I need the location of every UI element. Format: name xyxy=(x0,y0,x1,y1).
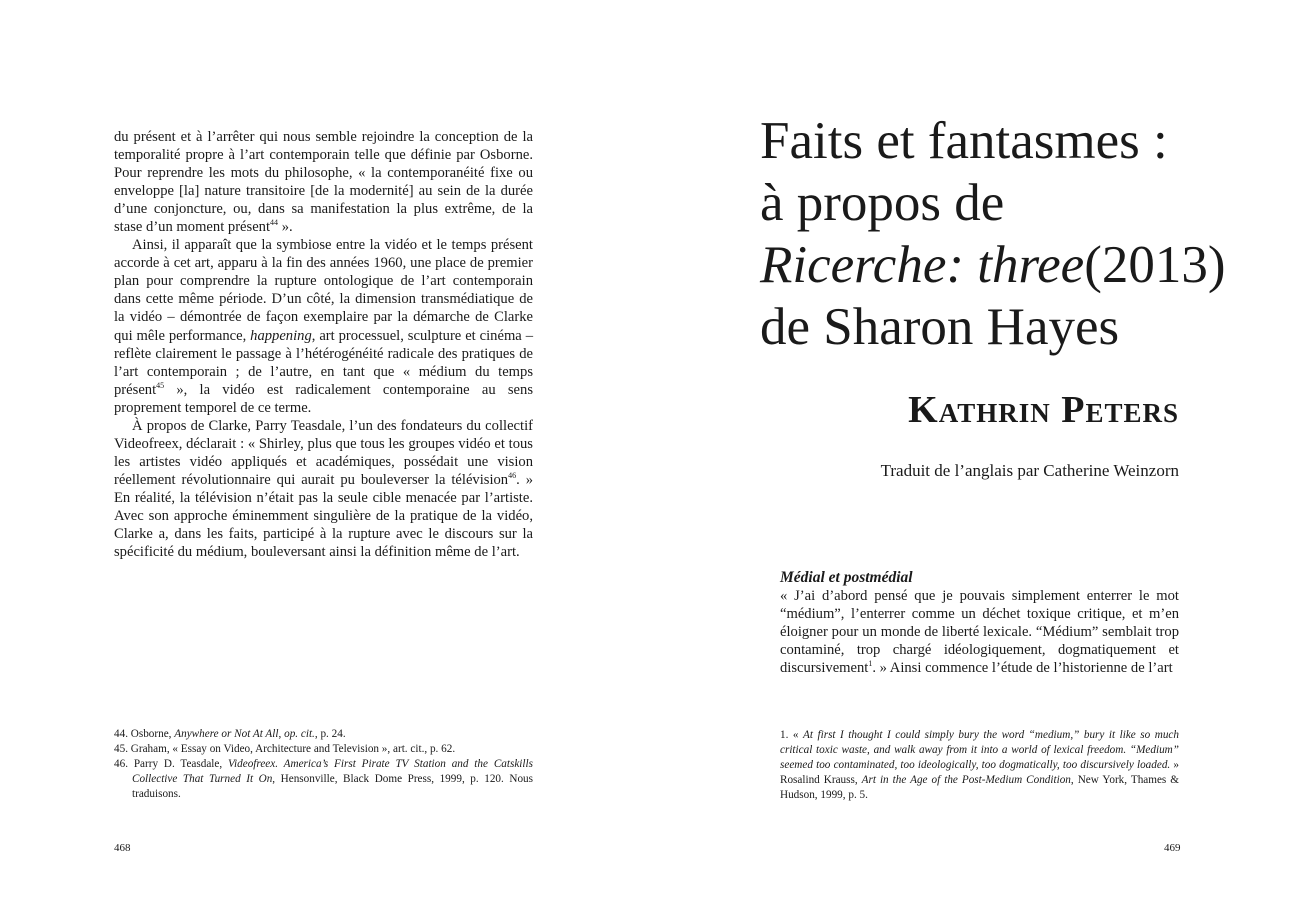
left-body-text xyxy=(114,128,533,561)
footnote: 1. « At first I thought I could simply bury the word “medium,” bury it like so much critical toxic waste, and walk away from it into a world of lexical freedom. “Medium” seemed too contaminated, too ideologically, too dogmatically, too discursively loaded. » Rosalind Krauss, Art in the Age of the Post-Medium Condition, New York, Thames & Hudson, 1999, p. 5. xyxy=(780,729,1180,801)
body-paragraph: du présent et à l’arrêter qui nous semble rejoindre la conception de la temporalité propre à l’art contemporain telle que définie par Osborne. Pour reprendre les mots du philosophe, « la contemporanéité fixe ou enveloppe [la] nature transitoire [de la modernité] au sein de la durée d’une conjoncture, ou, dans sa manifestation la plus extrême, de la stase d’un moment présent$^{44}$ ». xyxy=(114,129,533,236)
article-title xyxy=(760,110,1226,358)
footnote-ref[interactable]: 44 xyxy=(270,218,279,228)
left-footnotes xyxy=(114,727,533,802)
footnote-ref[interactable]: 46 xyxy=(508,471,517,481)
body-paragraph: À propos de Clarke, Parry Teasdale, l’un des fondateurs du collectif Videofreex, déclarait : « Shirley, plus que tous les groupes vidéo et tous les artistes vidéo appliqués et académiques, possédait une vision réellement révolutionnaire qui aurait pu bouleverser la télévision$^{46}$. » En réalité, la télévision n’était pas la seule cible menacée par l’artiste. Avec son approche éminemment singulière de la pratique de la vidéo, Clarke a, dans les faits, participé à la rupture avec le discours sur la spécificité du médium, bouleversant ainsi la définition même de l’art. xyxy=(114,417,533,561)
footnote: 46. Parry D. Teasdale, Videofreex. America’s First Pirate TV Station and the Catskills Collective That Turned It On, Hensonville, Black Dome Press, 1999, p. 120. Nous traduisons. xyxy=(114,758,533,800)
translator-credit: Traduit de l’anglais par Catherine Weinzorn xyxy=(880,461,1179,480)
author-name: Kathrin Peters xyxy=(908,389,1179,431)
right-footnotes xyxy=(780,728,1179,803)
footnote: 45. Graham, « Essay on Video, Architecture and Television », art. cit., p. 62. xyxy=(114,743,456,755)
body-paragraph: « J’ai d’abord pensé que je pouvais simplement enterrer le mot “médium”, l’enterrer comme un déchet toxique critique, et m’en éloigner pour un monde de liberté lexicale. “Médium” semblait trop contaminé, trop chargé idéologiquement, dogmatiquement et discursivement$^1$. » Ainsi commence l’étude de l’historienne de l’art xyxy=(780,588,1179,677)
title-line: de Sharon Hayes xyxy=(760,298,1120,356)
title-artwork: Ricerche: three xyxy=(760,236,1085,294)
title-year: (2013) xyxy=(1084,236,1226,294)
page-number: 469 xyxy=(1164,842,1181,854)
footnote: 44. Osborne, Anywhere or Not At All, op. cit., p. 24. xyxy=(114,728,346,740)
left-page xyxy=(0,0,646,913)
page-number: 468 xyxy=(114,842,131,854)
right-body-text xyxy=(780,587,1179,677)
title-line xyxy=(760,234,1226,296)
right-page xyxy=(646,0,1293,913)
title-line: à propos de xyxy=(760,174,1005,232)
body-paragraph: Ainsi, il apparaît que la symbiose entre la vidéo et le temps présent accorde à cet art, apparu à la fin des années 1960, une place de premier plan pour comprendre la rupture ontologique de l’art contemporain dans cette même période. D’un côté, la dimension transmédiatique de la vidéo – démontrée de façon exemplaire par la démarche de Clarke qui mêle performance, happening, art processuel, sculpture et cinéma – reflète clairement le passage à l’hétérogénéité radicale des pratiques de l’art contemporain ; de l’autre, en tant que « médium du temps présent$^{45}$ », la vidéo est radicalement contemporaine au sens proprement temporel de ce terme. xyxy=(114,237,533,416)
title-line: Faits et fantasmes : xyxy=(760,112,1168,170)
footnote-ref[interactable]: 1 xyxy=(868,659,873,669)
section-heading: Médial et postmédial xyxy=(780,569,913,586)
footnote-ref[interactable]: 45 xyxy=(156,380,165,390)
